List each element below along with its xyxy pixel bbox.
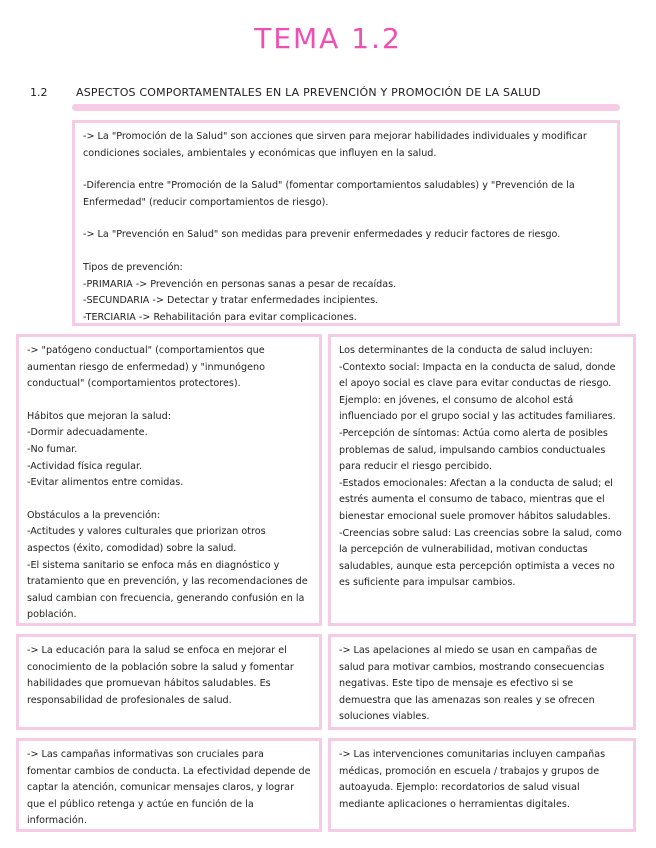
info-campaigns-box — [16, 738, 322, 832]
section-number: 1.2 — [30, 86, 48, 99]
community-interventions-text: -> Las intervenciones comunitarias incluyen campañas médicas, promoción en escuela / trabajos y grupos de autoayuda. Ejemplo: recordatorios de salud visual mediante aplicaciones o herramientas digitales. — [339, 749, 606, 810]
health-determinants-list: Los determinantes de la conducta de salud incluyen: -Contexto social: Impacta en la conducta de salud, donde el apoyo social es clave para evitar conductas de riesgo. Ejemplo: en jóvenes, el consumo de alcohol está influenciado por el grupo social y las actitudes familiares. -Percepción de síntomas: Actúa como alerta de posibles problemas de salud, impulsando cambios conductuales para reducir el riesgo percibido. -Estados emocionales: Afectan a la conducta de salud; el estrés aumenta el consumo de tabaco, mientras que el bienestar emocional suele promover hábitos saludables. -Creencias sobre salud: Las creencias sobre la salud, como la percepción de vulnerabilidad, motivan conductas saludables, aunque esta percepción optimista a veces no es suficiente para impulsar cambios. — [339, 345, 622, 589]
prevention-definition: -> La "Prevención en Salud" son medidas para prevenir enfermedades y reducir factores de riesgo. — [83, 229, 561, 241]
fear-appeals-box — [328, 634, 636, 730]
health-education-text: -> La educación para la salud se enfoca en mejorar el conocimiento de la población sobre la salud y fomentar habilidades que promuevan hábitos saludables. Es responsabilidad de profesionales de salud. — [27, 645, 294, 706]
health-education-box — [16, 634, 322, 730]
behavioral-pathogen-text: -> "patógeno conductual" (comportamientos que aumentan riesgo de enfermedad) y "inmunógeno conductual" (comportamientos protectores). — [27, 345, 265, 390]
determinants-box — [328, 334, 636, 626]
community-interventions-box — [328, 738, 636, 832]
section-title: ASPECTOS COMPORTAMENTALES EN LA PREVENCIÓN Y PROMOCIÓN DE LA SALUD — [76, 86, 541, 99]
prevention-obstacles-list: Obstáculos a la prevención: -Actitudes y valores culturales que priorizan otros aspectos (éxito, comodidad) sobre la salud. -El sistema sanitario se enfoca más en diagnóstico y tratamiento que en prevención, y las recomendaciones de salud cambian con frecuencia, generando confusión en la población. — [27, 509, 308, 621]
fear-appeals-text: -> Las apelaciones al miedo se usan en campañas de salud para motivar cambios, mostrando consecuencias negativas. Este tipo de mensaje es efectivo si se demuestra que las amenazas son reales y se ofrecen soluciones viables. — [339, 645, 605, 723]
promotion-vs-prevention: -Diferencia entre "Promoción de la Salud" (fomentar comportamientos saludables) y "Prevención de la Enfermedad" (reducir comportamientos de riesgo). — [83, 180, 575, 208]
intro-box — [72, 120, 620, 326]
behavior-box — [16, 334, 322, 626]
section-underline — [72, 104, 620, 111]
prevention-types: Tipos de prevención: -PRIMARIA -> Prevención en personas sanas a pesar de recaídas. -SECUNDARIA -> Detectar y tratar enfermedades incipientes. -TERCIARIA -> Rehabilitación para evitar complicaciones. — [83, 261, 397, 323]
healthy-habits-list: Hábitos que mejoran la salud: -Dormir adecuadamente. -No fumar. -Actividad física regular. -Evitar alimentos entre comidas. — [27, 410, 184, 489]
page-title: TEMA 1.2 — [254, 22, 402, 55]
info-campaigns-text: -> Las campañas informativas son cruciales para fomentar cambios de conducta. La efectividad depende de captar la atención, comunicar mensajes claros, y lograr que el público retenga y actúe en función de la información. — [27, 749, 311, 827]
promotion-definition: -> La "Promoción de la Salud" son acciones que sirven para mejorar habilidades individuales y modificar condiciones sociales, ambientales y económicas que influyen en la salud. — [83, 131, 587, 159]
